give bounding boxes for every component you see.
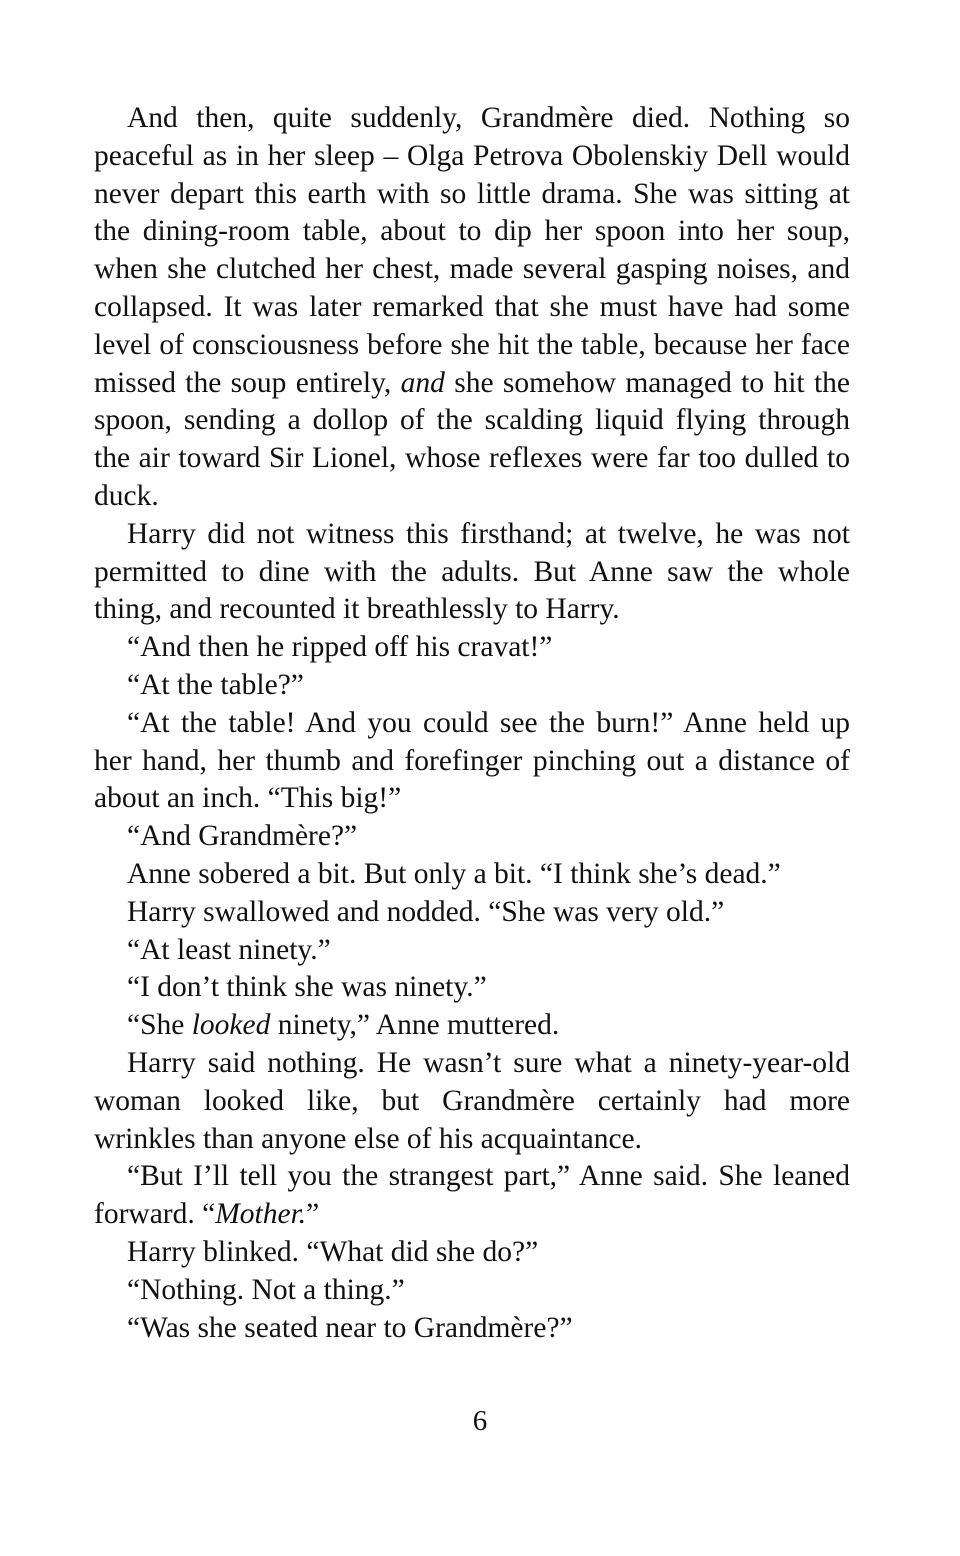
text-run: “And Grandmère?”	[127, 820, 358, 853]
dialogue-line	[94, 629, 850, 667]
text-run: “She	[127, 1009, 192, 1042]
text-run: she somehow managed to hit the spoon, sending a dollop of the scalding liquid flying through the air toward Sir Lionel, whose reflexes were far too dulled to duck.	[94, 366, 850, 512]
text-run: “And then he ripped off his cravat!”	[127, 631, 553, 664]
text-run: “But I’ll tell you the strangest part,” Anne said. She leaned forward. “	[94, 1160, 850, 1231]
dialogue-line	[94, 1007, 850, 1045]
paragraph	[94, 100, 850, 516]
text-run: Harry did not witness this firsthand; at twelve, he was not permitted to dine with the adults. But Anne saw the whole thing, and recounted it breathlessly to Harry.	[94, 517, 850, 626]
text-run: ”	[306, 1198, 320, 1231]
paragraph	[94, 516, 850, 629]
text-run: Harry swallowed and nodded. “She was very old.”	[127, 895, 725, 928]
italic-text: Mother.	[215, 1198, 307, 1231]
dialogue-line	[94, 856, 850, 894]
body-text	[94, 100, 850, 1347]
dialogue-line	[94, 818, 850, 856]
dialogue-line	[94, 969, 850, 1007]
text-run: “At least ninety.”	[127, 933, 331, 966]
text-run: “Nothing. Not a thing.”	[127, 1273, 405, 1306]
dialogue-line	[94, 1272, 850, 1310]
text-run: “At the table! And you could see the burn!” Anne held up her hand, her thumb and forefinger pinching out a distance of about an inch. “This big!”	[94, 706, 850, 815]
dialogue-line	[94, 1310, 850, 1348]
text-run: ninety,” Anne muttered.	[270, 1009, 560, 1042]
italic-text: looked	[191, 1009, 271, 1042]
text-run: Anne sobered a bit. But only a bit. “I think she’s dead.”	[127, 857, 781, 890]
paragraph	[94, 1158, 850, 1234]
italic-text: and	[400, 366, 445, 399]
text-run: “Was she seated near to Grandmère?”	[127, 1311, 573, 1344]
dialogue-line	[94, 1234, 850, 1272]
paragraph	[94, 1045, 850, 1158]
dialogue-line	[94, 932, 850, 970]
page-number: 6	[472, 1405, 488, 1437]
paragraph	[94, 705, 850, 818]
dialogue-line	[94, 894, 850, 932]
text-run: Harry blinked. “What did she do?”	[127, 1235, 539, 1268]
dialogue-line	[94, 667, 850, 705]
text-run: Harry said nothing. He wasn’t sure what a ninety-year-old woman looked like, but Grandmère certainly had more wrinkles than anyone else of his acquaintance.	[94, 1046, 850, 1155]
text-run: “I don’t think she was ninety.”	[127, 971, 487, 1004]
text-run: And then, quite suddenly, Grandmère died. Nothing so peaceful as in her sleep – Olga Petrova Obolenskiy Dell would never depart this earth with so little drama. She was sitting at the dining-room table, about to dip her spoon into her soup, when she clutched her chest, made several gasping noises, and collapsed. It was later remarked that she must have had some level of consciousness before she hit the table, because her face missed the soup entirely,	[94, 102, 850, 399]
text-run: “At the table?”	[127, 668, 304, 701]
